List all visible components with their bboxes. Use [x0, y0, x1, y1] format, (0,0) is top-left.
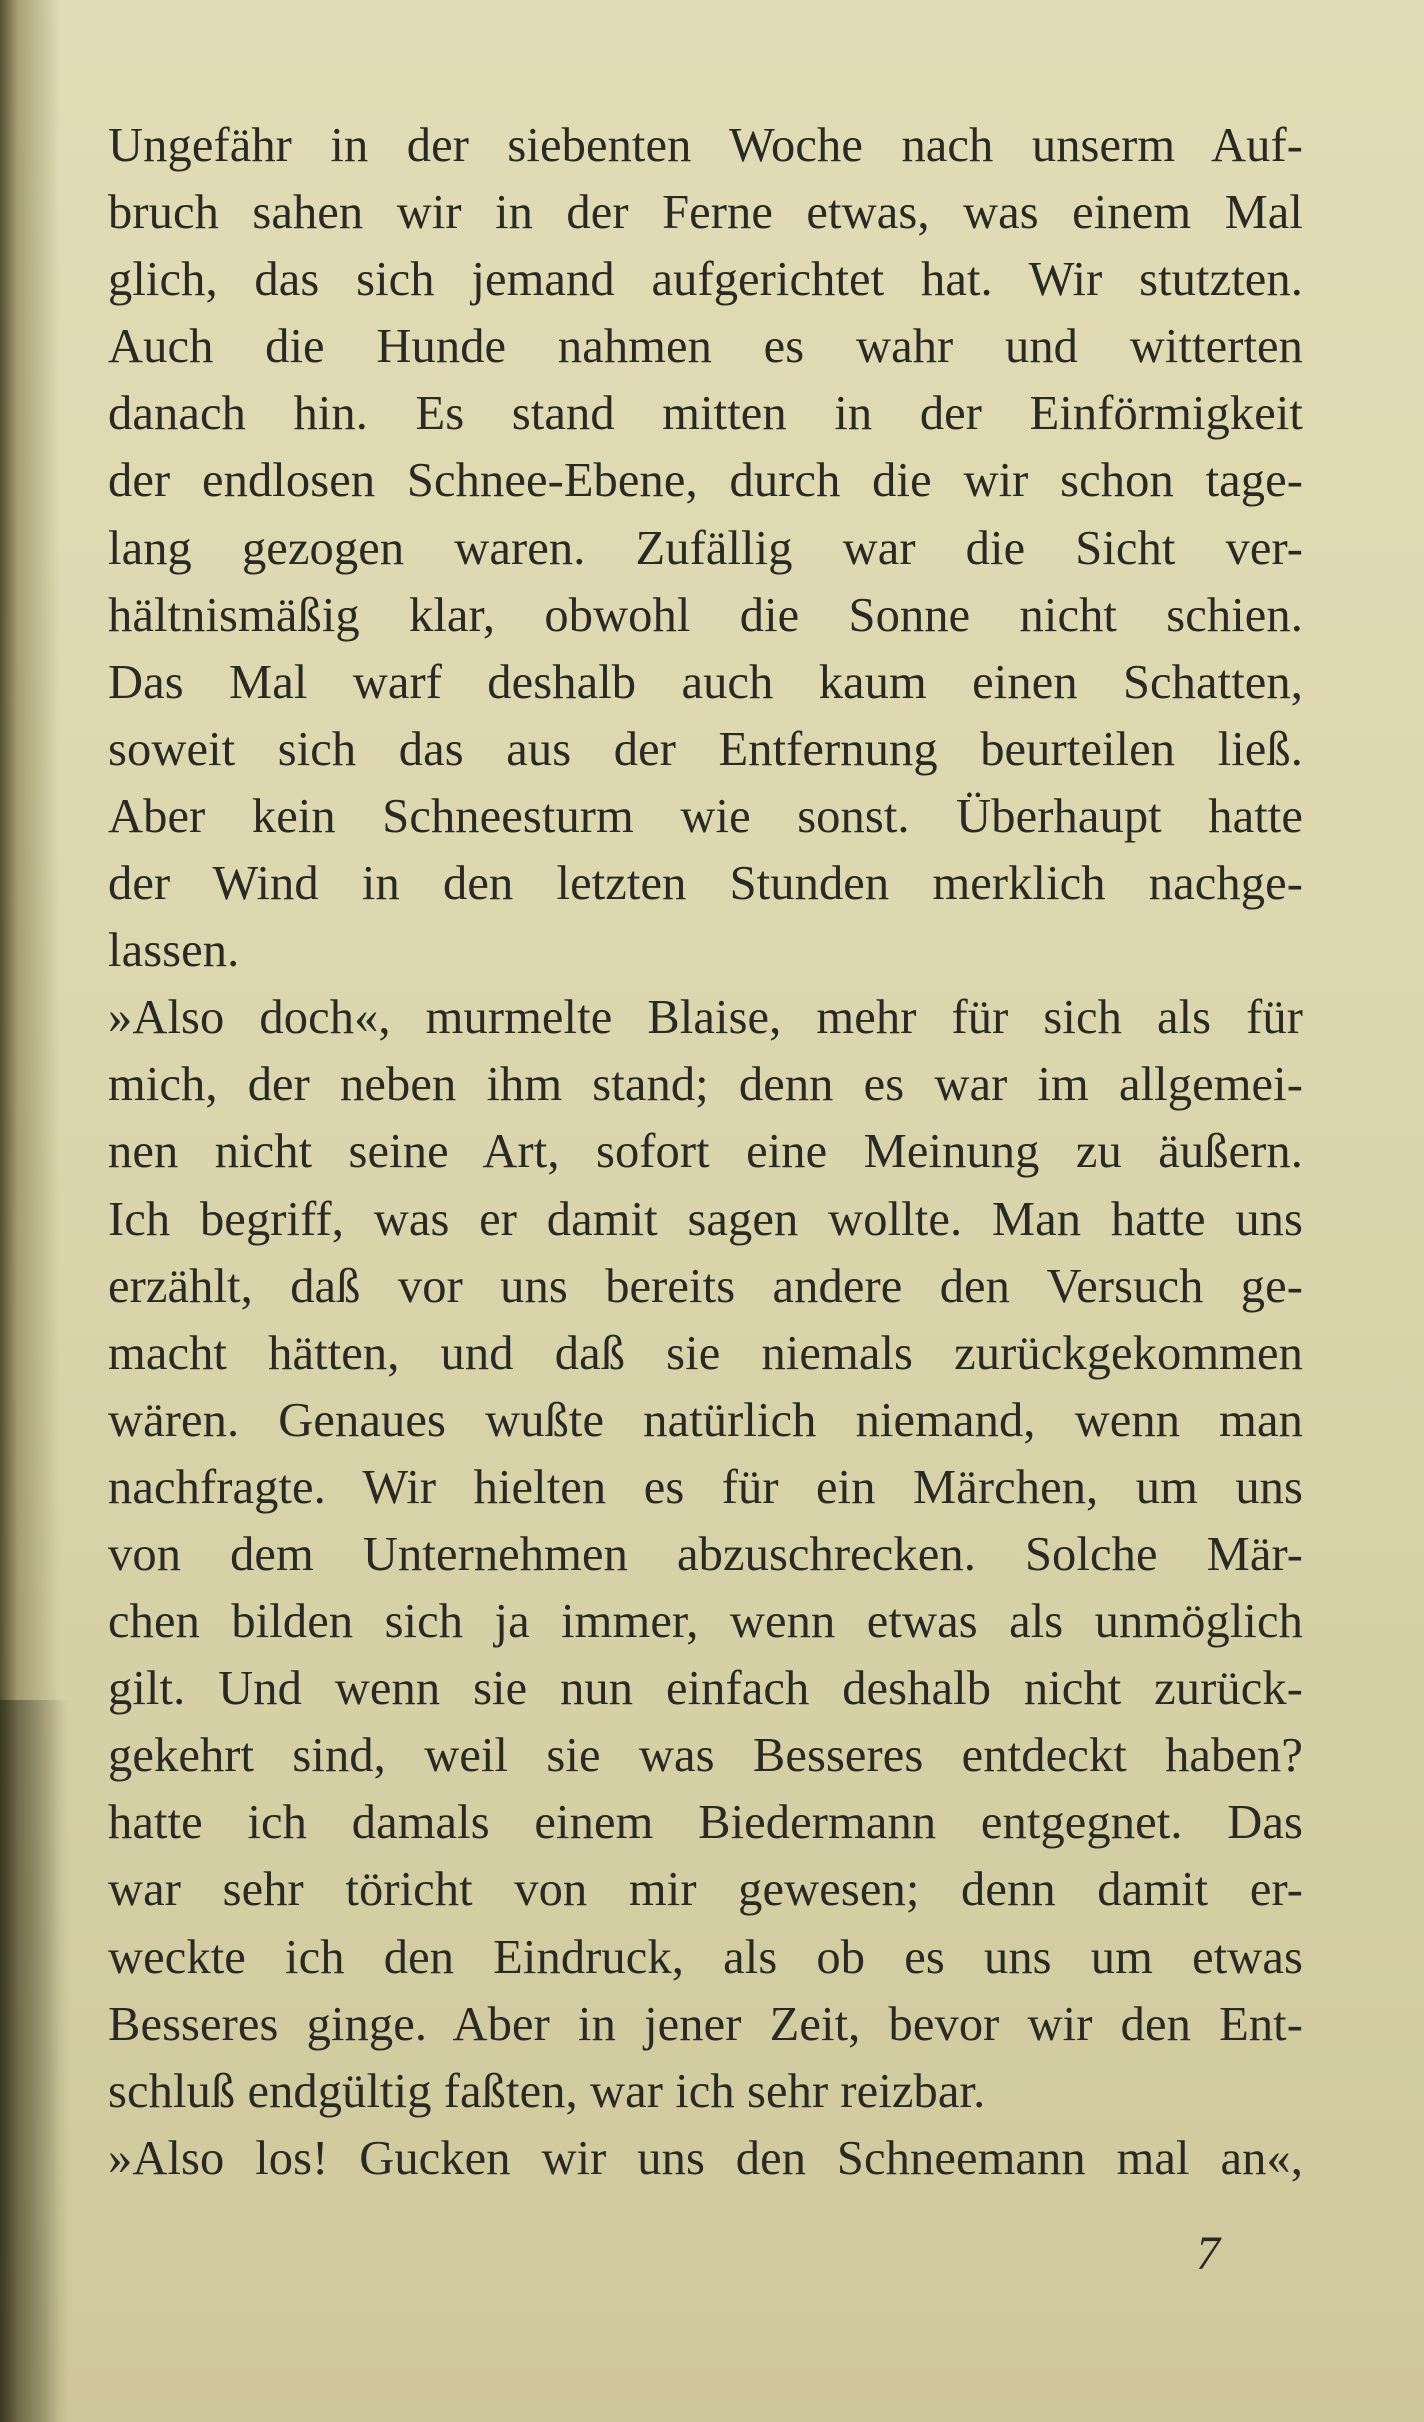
page-gutter-shadow: [0, 1700, 70, 2422]
text-line: gekehrt sind, weil sie was Besseres entdeckt haben?: [108, 1729, 1303, 1783]
text-line: Aber kein Schneesturm wie sonst. Überhaupt hatte: [108, 789, 1303, 843]
text-line: chen bilden sich ja immer, wenn etwas als unmöglich: [108, 1595, 1303, 1649]
text-line: »Also doch«, murmelte Blaise, mehr für sich als für: [108, 991, 1303, 1045]
text-line: Besseres ginge. Aber in jener Zeit, bevor wir den Ent-: [108, 1997, 1303, 2051]
text-line: lassen.: [108, 924, 240, 978]
text-line: schluß endgültig faßten, war ich sehr reizbar.: [108, 2064, 986, 2118]
text-line: hatte ich damals einem Biedermann entgegnet. Das: [108, 1796, 1303, 1850]
text-line: lang gezogen waren. Zufällig war die Sicht ver-: [108, 521, 1303, 575]
text-line: danach hin. Es stand mitten in der Einförmigkeit: [108, 387, 1303, 441]
text-line: erzählt, daß vor uns bereits andere den Versuch ge-: [108, 1259, 1303, 1313]
text-line: »Also los! Gucken wir uns den Schneemann mal an«,: [108, 2131, 1303, 2185]
text-line: gilt. Und wenn sie nun einfach deshalb nicht zurück-: [108, 1662, 1303, 1716]
text-line: war sehr töricht von mir gewesen; denn damit er-: [108, 1863, 1303, 1917]
text-line: von dem Unternehmen abzuschrecken. Solche Mär-: [108, 1527, 1303, 1581]
text-line: macht hätten, und daß sie niemals zurückgekommen: [108, 1326, 1303, 1380]
page-text: [108, 112, 1303, 2192]
text-line: nachfragte. Wir hielten es für ein Märchen, um uns: [108, 1460, 1303, 1514]
text-line: wären. Genaues wußte natürlich niemand, wenn man: [108, 1393, 1303, 1447]
text-line: glich, das sich jemand aufgerichtet hat. Wir stutzten.: [108, 253, 1303, 307]
text-line: soweit sich das aus der Entfernung beurteilen ließ.: [108, 722, 1303, 776]
text-line: nen nicht seine Art, sofort eine Meinung zu äußern.: [108, 1125, 1303, 1179]
text-line: bruch sahen wir in der Ferne etwas, was einem Mal: [108, 186, 1303, 240]
text-line: mich, der neben ihm stand; denn es war im allgemei-: [108, 1058, 1303, 1112]
text-line: der endlosen Schnee-Ebene, durch die wir schon tage-: [108, 454, 1303, 508]
text-line: Auch die Hunde nahmen es wahr und witterten: [108, 320, 1303, 374]
text-line: hältnismäßig klar, obwohl die Sonne nicht schien.: [108, 588, 1303, 642]
text-line: Ich begriff, was er damit sagen wollte. Man hatte uns: [108, 1192, 1303, 1246]
text-line: weckte ich den Eindruck, als ob es uns um etwas: [108, 1930, 1303, 1984]
page-number: 7: [1196, 2227, 1220, 2280]
text-line: Ungefähr in der siebenten Woche nach unserm Auf-: [108, 119, 1303, 172]
text-line: der Wind in den letzten Stunden merklich nachge-: [108, 857, 1303, 911]
text-line: Das Mal warf deshalb auch kaum einen Schatten,: [108, 655, 1303, 709]
